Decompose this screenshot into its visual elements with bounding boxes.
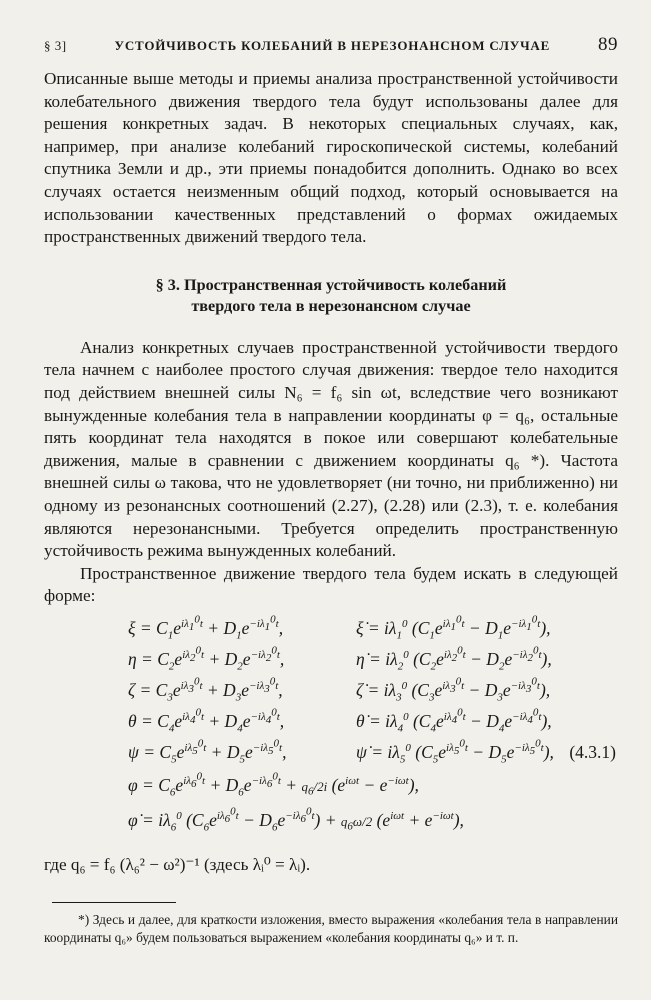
section-heading: [44, 275, 618, 317]
book-page: [44, 34, 618, 947]
equation-phi: $\varphi = C_6e^{i\lambda_6^0t} + D_6e^{-i\lambda_6^0t} + q_6/2i$ $(e^{i\omega t} - e^{-i\omega t})$,: [128, 770, 419, 799]
equation-zeta: $\zeta = C_3e^{i\lambda_3^0t} + D_3e^{-i\lambda_3^0t}$, ζ̇ = $i\lambda_3^0$ $(C_3e^{i\lambda_3^0t} - D_3e^{-i\lambda_3^0t})$,: [128, 675, 551, 704]
equation-system: [44, 613, 618, 846]
search-paragraph: Пространственное движение твердого тела будем искать в следующей форме:: [44, 563, 618, 606]
section-mark: § 3]: [44, 38, 67, 53]
equation-eta: $\eta = C_2e^{i\lambda_2^0t} + D_2e^{-i\lambda_2^0t}$, η̇ = $i\lambda_2^0$ $(C_2e^{i\lambda_2^0t} - D_2e^{-i\lambda_2^0t})$,: [128, 644, 552, 673]
analysis-paragraph: Анализ конкретных случаев пространственной устойчивости твердого тела начнем с наиболее простого случая движения: твердое тело находится под действием внешней силы N₆ = f₆ sin ωt, вследствие чего возникают вынужденные колебания тела в направлении координаты φ = q₆, остальные пять координат тела находятся в покое или совершают колебательные движения, малые в сравнении с движением координаты q₆ *). Частота внешней силы ω такова, что не удовлетворяет (ни точно, ни приближенно) ни одному из резонансных соотношений (2.27), (2.28) или (2.3), т. е. колебания являются нерезонансными. Требуется определить пространственную устойчивость режима вынужденных колебаний.: [44, 337, 618, 561]
running-title: УСТОЙЧИВОСТЬ КОЛЕБАНИЙ В НЕРЕЗОНАНСНОМ СЛУЧАЕ: [114, 38, 551, 53]
where-clause: где q₆ = f₆ (λ₆² − ω²)⁻¹ (здесь λᵢ⁰ = λᵢ).: [44, 854, 311, 874]
section-heading-line2: твердого тела в нерезонансном случае: [191, 296, 471, 315]
intro-paragraph: Описанные выше методы и приемы анализа пространственной устойчивости колебательного движения твердого тела будут использованы далее для решения конкретных задач. В некоторых специальных случаях, как, например, при анализе колебаний гироскопической системы, колебаний спутника Земли и др., эти приемы понадобится дополнить. Однако во всех случаях остается неизменным общий подход, который основывается на использовании качественных представлений о формах ожидаемых пространственных движений твердого тела.: [44, 69, 618, 247]
running-head: [44, 34, 618, 56]
section-heading-line1: § 3. Пространственная устойчивость колебаний: [155, 275, 507, 294]
footnote-rule: [52, 902, 176, 903]
equation-theta: $\theta = C_4e^{i\lambda_4^0t} + D_4e^{-i\lambda_4^0t}$, θ̇ = $i\lambda_4^0$ $(C_4e^{i\lambda_4^0t} - D_4e^{-i\lambda_4^0t})$,: [128, 706, 552, 735]
equation-phi-dot: φ̇ = $i\lambda_6^0$ $(C_6e^{i\lambda_6^0t} - D_6e^{-i\lambda_6^0t}) + q_6\omega/2$ $(e^{i\omega t} + e^{-i\omega t})$,: [128, 805, 464, 834]
page-number: 89: [598, 34, 618, 55]
footnote: *) Здесь и далее, для краткости изложения, вместо выражения «колебания тела в направлении координаты q₆» будем пользоваться выражением «колебания координаты q₆» и т. п.: [44, 911, 618, 945]
equation-psi: $\psi = C_5e^{i\lambda_5^0t} + D_5e^{-i\lambda_5^0t}$, ψ̇ = $i\lambda_5^0$ $(C_5e^{i\lambda_5^0t} - D_5e^{-i\lambda_5^0t})$, (4.3.1): [128, 737, 616, 766]
equation-number: (4.3.1): [569, 741, 616, 762]
equation-xi: $\xi = C_1e^{i\lambda_1^0t} + D_1e^{-i\lambda_1^0t}$, ξ̇ = $i\lambda_1^0$ $(C_1e^{i\lambda_1^0t} - D_1e^{-i\lambda_1^0t})$,: [128, 613, 551, 642]
